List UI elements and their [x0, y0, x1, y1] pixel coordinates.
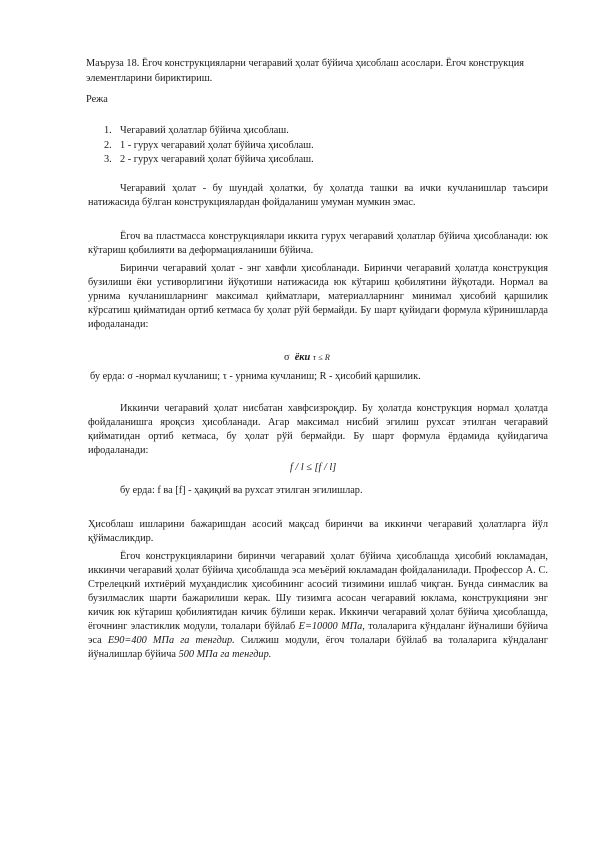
plan-list [104, 124, 314, 168]
plan-item: 1. Чегаравий ҳолатлар бўйича ҳисоблаш. [104, 125, 289, 136]
lecture-title: Маъруза 18. Ёгоч конструкцияларни чегаравий ҳолат бўйича ҳисоблаш асослари. Ёгоч конструкция элементларини бириктириш. [86, 58, 524, 84]
formula-stress: σ ёки τ ≤ R [284, 352, 330, 363]
paragraph-second-state: Иккинчи чегаравий ҳолат нисбатан хавфсизроқдир. Бу ҳолатда конструкция нормал ҳолатда фойдаланишга яроқсиз ҳисобланади. Агар максимал нисбий эгилиш рухсат этилган чегаравий қийматидан ортиб кетмаса, бу ҳолат рўй бермайди. Бу шарт формула ёрдамида қуйидагича ифодаланади: [88, 403, 548, 456]
plan-item: 2. 1 - гурух чегаравий ҳолат бўйича ҳисоблаш. [104, 139, 314, 151]
paragraph-first-state: Биринчи чегаравий ҳолат - энг хавфли ҳисобланади. Биринчи чегаравий ҳолатда конструкция бузилиши ёки устиворлигини йўқотиши натижасида юк кўтариш қобилятини йўқотади. Нормал ва урнима кучланишларнинг максимал қийматлари, материалларнинг минимал ҳисобий қаршилик кўрсатиш қийматидан ортиб кетмаса бу ҳолат рўй бермайди. Бу шарт қуйидаги формула кўринишларда ифодаланади: [88, 263, 548, 330]
formula-deflection: f / l ≤ [f / l] [290, 462, 337, 473]
paragraph-method: Ёгоч конструкцияларини биринчи чегаравий ҳолат бўйича ҳисоблашда ҳисобий юкламадан, иккинчи чегаравий ҳолат бўйича ҳисоблашда эса меъёрий юкламадан фойдаланилади. Профессор А. С. Стрелецкий ихтиёрий муҳандислик ҳисобининг асосий тизимини ишлаб чиқган. Бунда синмаслик ва бузилмаслик шарти бажарилиши керак. Шу тизимга асосан чегаравий юклама, конструкцияни энг кичик юк кўтариш қобилиятидан кичик бўлиши керак. Иккинчи чегаравий ҳолат бўйича ҳисоблашда, ёгочнинг эластиклик модули, толалари бўйлаб E=10000 МПа, толаларига кўндаланг йўналиши бўйича эса E90=400 МПа га тенгдир. Силжиш модули, ёгоч толалари бўйлаб ва толаларига кўндаланг йўналишлар бўйича 500 МПа га тенгдир. [88, 551, 548, 660]
paragraph-goal: Ҳисоблаш ишларини бажаришдан асосий мақсад биринчи ва иккинчи чегаравий ҳолатларга йўл қўймасликдир. [88, 519, 548, 544]
paragraph-groups: Ёгоч ва пластмасса конструкциялари иккита гурух чегаравий ҳолатлар бўйича ҳисобланади: юк кўтариш қобилияти ва деформацияланиши бўйича. [88, 231, 548, 256]
paragraph-stress-legend: бу ерда: σ -нормал кучланиш; τ - урнима кучланиш; R - ҳисобий қаршилик. [90, 371, 421, 382]
plan-heading: Режа [86, 94, 108, 105]
paragraph-deflection-legend: бу ерда: f ва [f] - ҳақиқий ва рухсат этилган эгилишлар. [120, 485, 363, 496]
paragraph-definition: Чегаравий ҳолат - бу шундай ҳолатки, бу ҳолатда ташки ва ички кучланишлар таъсири натижасида бўлган конструкциялардан фойдаланиш умуман мумкин эмас. [88, 183, 548, 208]
plan-item: 3. 2 - гурух чегаравий ҳолат бўйича ҳисоблаш. [104, 154, 314, 165]
